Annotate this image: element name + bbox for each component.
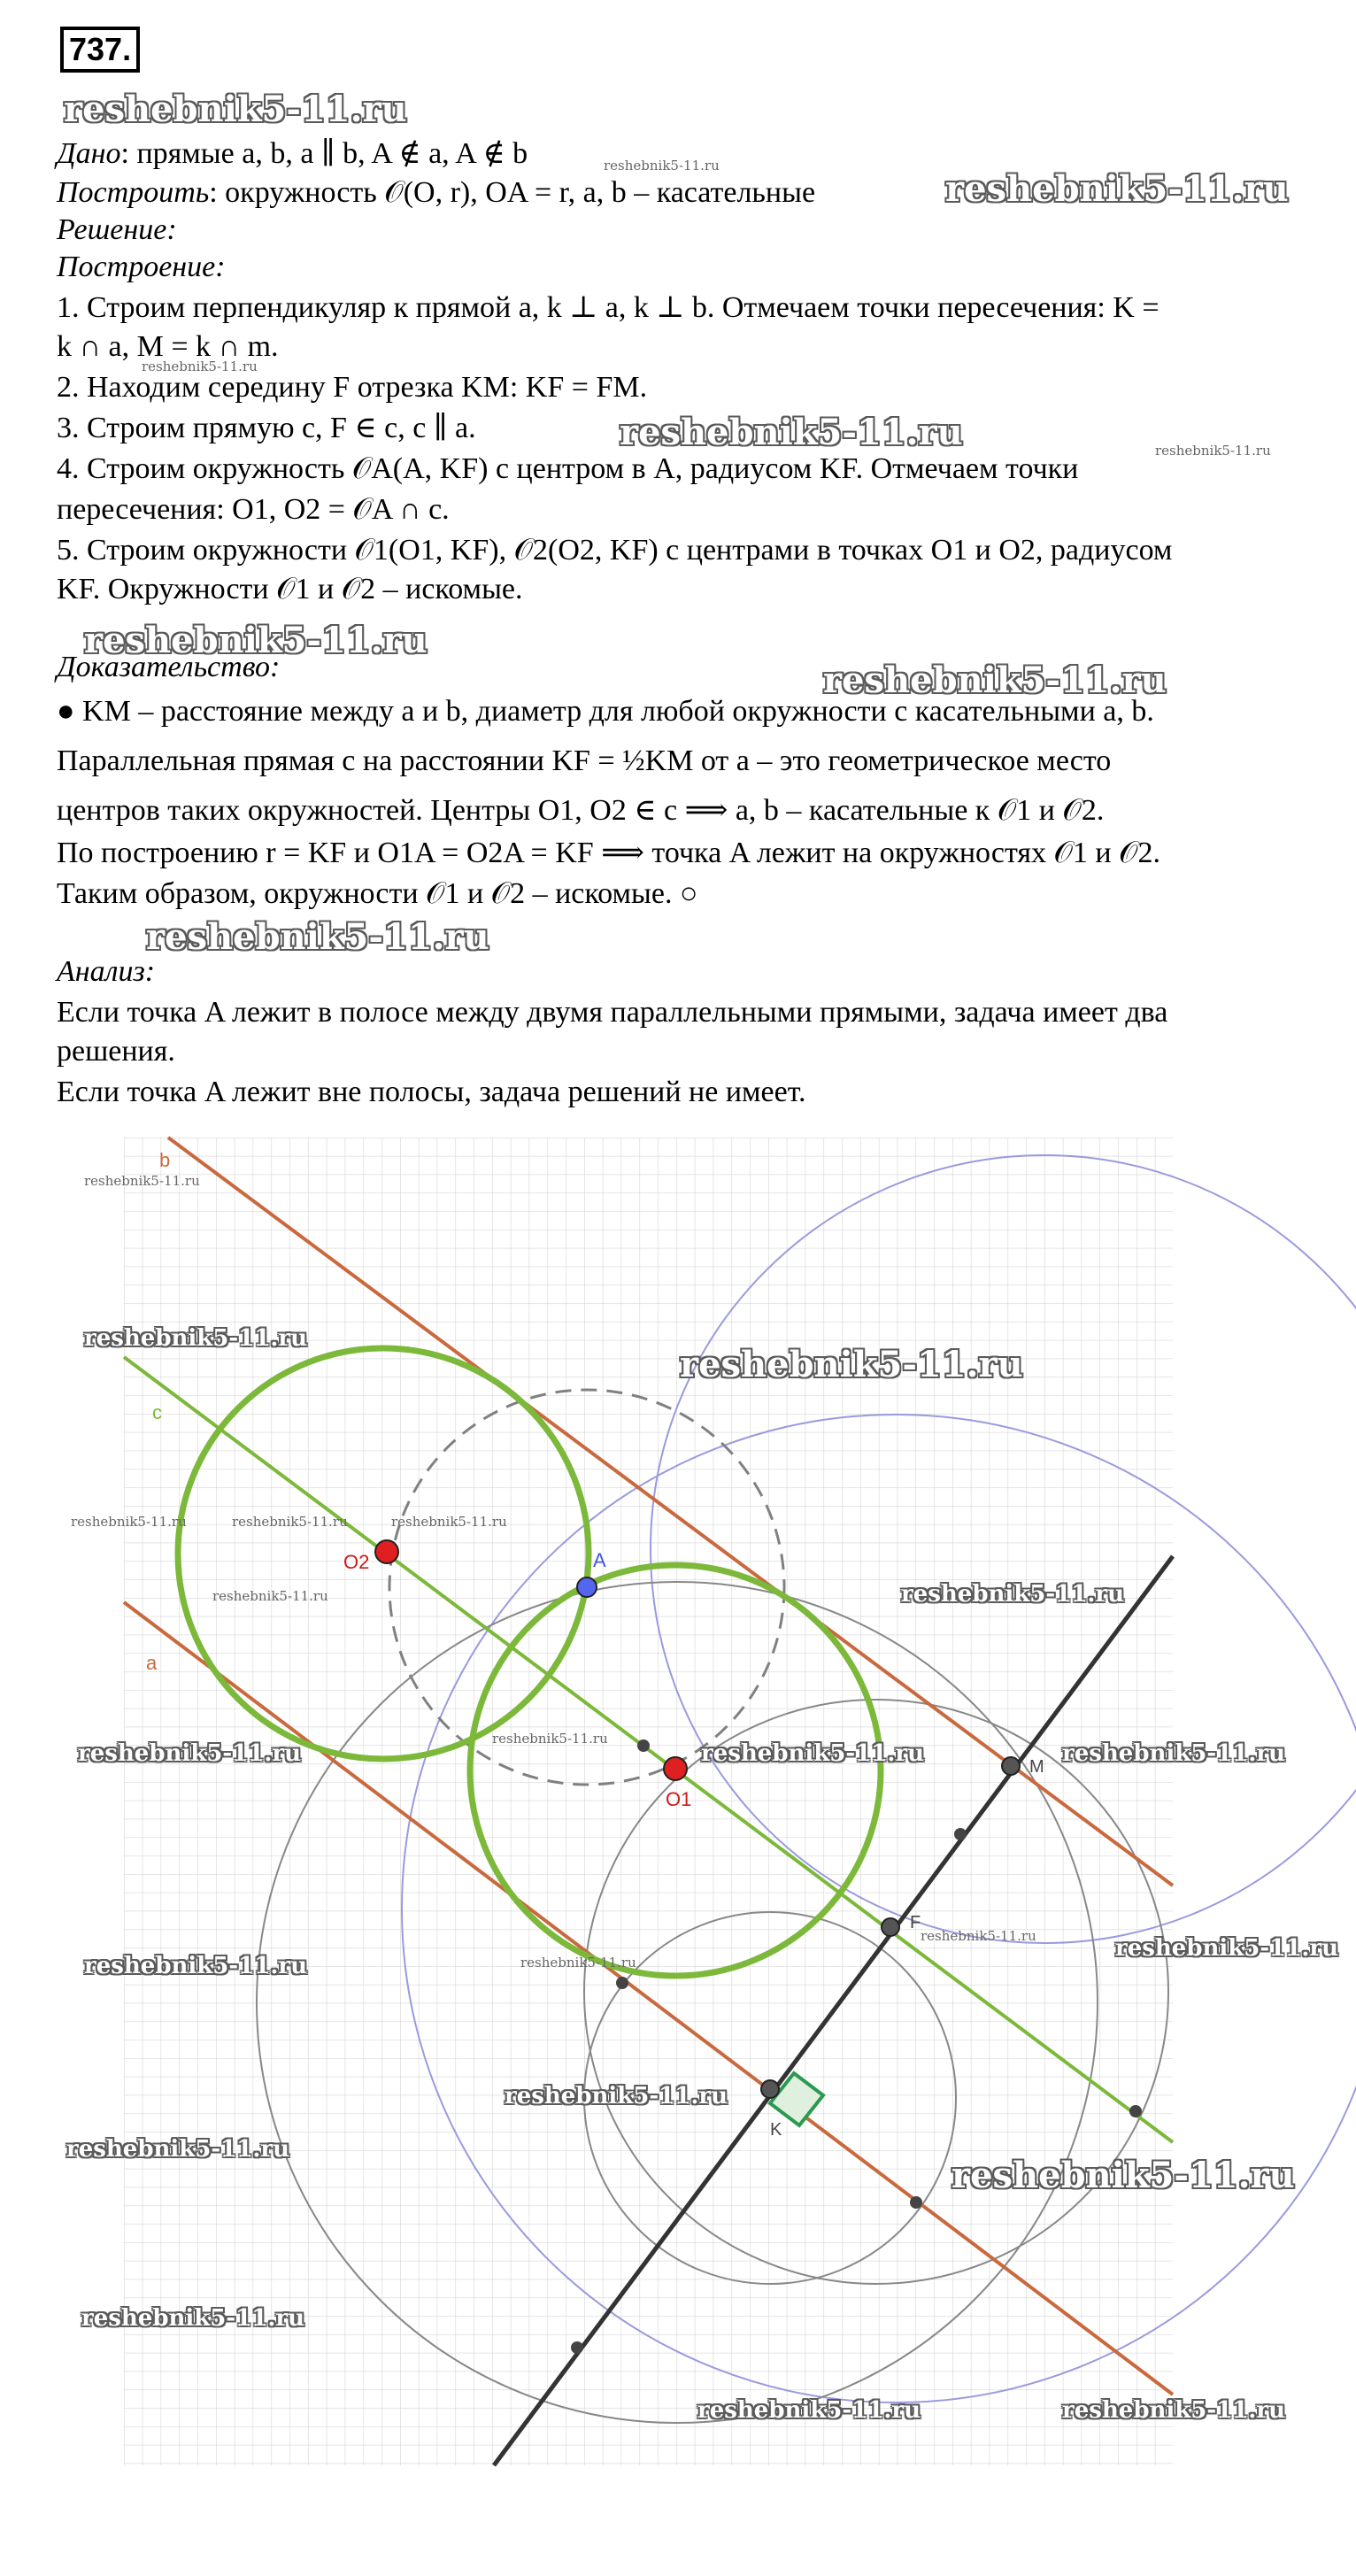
- watermark: reshebnik5-11.ru: [212, 1588, 328, 1604]
- intersection-point: [910, 2196, 922, 2209]
- watermark: reshebnik5-11.ru: [620, 412, 963, 453]
- problem-number: 737.: [60, 27, 140, 73]
- watermark: reshebnik5-11.ru: [64, 89, 407, 130]
- step-line: пересечения: O1, O2 = 𝒪A ∩ c.: [57, 493, 450, 526]
- proof-line: центров таких окружностей. Центры O1, O2 ∈ c ⟹ a, b – касательные к 𝒪1 и 𝒪2.: [57, 794, 1105, 827]
- label-c: c: [152, 1401, 162, 1423]
- construct-text: : окружность 𝒪(O, r), OA = r, a, b – касательные: [209, 176, 816, 209]
- watermark: reshebnik5-11.ru: [604, 158, 720, 174]
- watermark: reshebnik5-11.ru: [142, 359, 258, 374]
- watermark: reshebnik5-11.ru: [84, 620, 428, 661]
- analysis-label: Анализ:: [57, 955, 156, 988]
- given-label: Дано: [57, 137, 121, 170]
- watermark: reshebnik5-11.ru: [391, 1514, 507, 1530]
- point-O1: [664, 1757, 687, 1780]
- intersection-point: [571, 2341, 583, 2354]
- proof-line: Таким образом, окружности 𝒪1 и 𝒪2 – искомые. ○: [57, 877, 698, 910]
- point-O2: [375, 1540, 398, 1563]
- watermark: reshebnik5-11.ru: [84, 1325, 308, 1352]
- label-a: a: [146, 1652, 158, 1674]
- watermark: reshebnik5-11.ru: [945, 168, 1289, 210]
- proof-line: ● KM – расстояние между a и b, диаметр для любой окружности с касательными a, b.: [57, 695, 1154, 728]
- solution-label: Решение:: [57, 213, 177, 246]
- label-b: b: [159, 1149, 171, 1171]
- point-K: [761, 2080, 779, 2098]
- step-line: KF. Окружности 𝒪1 и 𝒪2 – искомые.: [57, 573, 523, 605]
- step-line: 2. Находим середину F отрезка KM: KF = FM.: [57, 371, 648, 404]
- proof-label: Доказательство:: [57, 651, 281, 683]
- watermark: reshebnik5-11.ru: [823, 659, 1167, 701]
- watermark: reshebnik5-11.ru: [1155, 443, 1271, 459]
- watermark: reshebnik5-11.ru: [952, 2155, 1295, 2196]
- watermark: reshebnik5-11.ru: [146, 916, 489, 958]
- proof-line: Параллельная прямая c на расстоянии KF = ½KM от a – это геометрическое место: [57, 744, 1112, 777]
- step-line: 5. Строим окружности 𝒪1(O1, KF), 𝒪2(O2, KF) с центрами в точках O1 и O2, радиусом: [57, 534, 1173, 567]
- point-A: [577, 1577, 597, 1597]
- watermark: reshebnik5-11.ru: [1115, 1935, 1339, 1962]
- intersection-point: [637, 1739, 650, 1752]
- watermark: reshebnik5-11.ru: [81, 2305, 305, 2332]
- watermark: reshebnik5-11.ru: [697, 2397, 921, 2424]
- watermark: reshebnik5-11.ru: [492, 1731, 608, 1747]
- label-A: A: [593, 1549, 606, 1571]
- analysis-line: Если точка A лежит в полосе между двумя параллельными прямыми, задача имеет два: [57, 996, 1168, 1029]
- watermark: reshebnik5-11.ru: [680, 1344, 1023, 1385]
- label-K: K: [770, 2120, 782, 2140]
- watermark: reshebnik5-11.ru: [84, 1173, 200, 1189]
- watermark: reshebnik5-11.ru: [1062, 1740, 1286, 1767]
- watermark: reshebnik5-11.ru: [78, 1740, 302, 1767]
- step-line: k ∩ a, M = k ∩ m.: [57, 330, 279, 363]
- watermark: reshebnik5-11.ru: [232, 1514, 348, 1530]
- step-line: 3. Строим прямую c, F ∈ c, c ∥ a.: [57, 412, 476, 444]
- watermark: reshebnik5-11.ru: [520, 1955, 636, 1971]
- watermark: reshebnik5-11.ru: [505, 2083, 728, 2109]
- watermark: reshebnik5-11.ru: [701, 1740, 925, 1767]
- watermark: reshebnik5-11.ru: [901, 1581, 1125, 1608]
- intersection-point: [954, 1828, 967, 1840]
- watermark: reshebnik5-11.ru: [1062, 2397, 1286, 2424]
- watermark: reshebnik5-11.ru: [84, 1953, 308, 1979]
- step-line: 1. Строим перпендикуляр к прямой a, k ⊥ a, k ⊥ b. Отмечаем точки пересечения: K =: [57, 291, 1160, 324]
- intersection-point: [1129, 2105, 1142, 2117]
- analysis-line: Если точка A лежит вне полосы, задача решений не имеет.: [57, 1076, 806, 1108]
- watermark: reshebnik5-11.ru: [71, 1514, 187, 1530]
- analysis-line: решения.: [57, 1035, 175, 1068]
- label-O1: O1: [666, 1788, 692, 1810]
- point-M: [1002, 1757, 1020, 1775]
- construction-label: Построение:: [57, 251, 226, 283]
- label-M: M: [1029, 1757, 1044, 1777]
- construct-label: Построить: [57, 176, 210, 209]
- point-F: [882, 1918, 899, 1936]
- watermark: reshebnik5-11.ru: [921, 1928, 1036, 1944]
- watermark: reshebnik5-11.ru: [66, 2136, 290, 2163]
- label-F: F: [910, 1913, 921, 1932]
- step-line: 4. Строим окружность 𝒪A(A, KF) с центром в A, радиусом KF. Отмечаем точки: [57, 452, 1079, 485]
- proof-line: По построению r = KF и O1A = O2A = KF ⟹ точка A лежит на окружностях 𝒪1 и 𝒪2.: [57, 837, 1161, 869]
- label-O2: O2: [343, 1551, 370, 1573]
- intersection-point: [616, 1977, 628, 1989]
- given-text: : прямые a, b, a ∥ b, A ∉ a, A ∉ b: [120, 137, 528, 170]
